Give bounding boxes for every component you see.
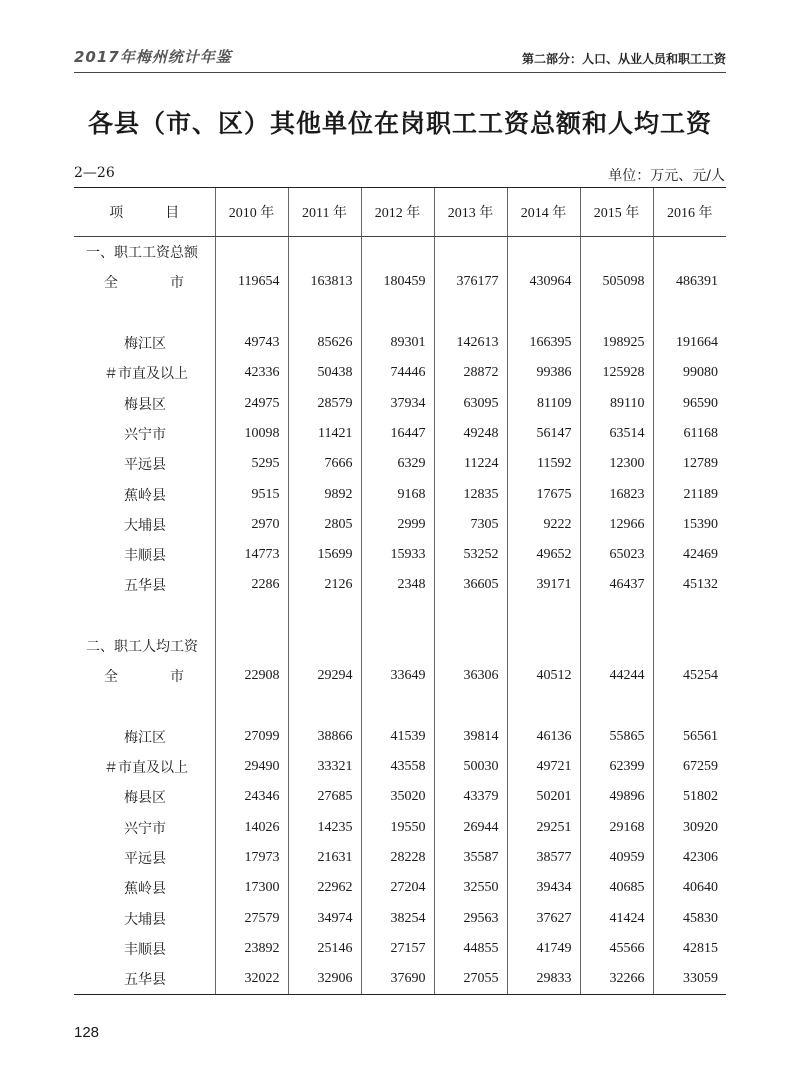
value-cell: 16447 bbox=[361, 419, 434, 449]
value-cell: 19550 bbox=[361, 813, 434, 843]
value-cell: 9892 bbox=[288, 479, 361, 509]
value-cell: 38254 bbox=[361, 904, 434, 934]
row-label: 梅县区 bbox=[124, 791, 166, 807]
value-cell: 36605 bbox=[434, 570, 507, 600]
value-cell: 89110 bbox=[580, 388, 653, 418]
value-cell: 67259 bbox=[653, 752, 726, 782]
year-header: 2010 年 bbox=[215, 188, 288, 237]
unit-label: 单位：万元、元/人 bbox=[608, 168, 725, 184]
value-cell: 22908 bbox=[215, 661, 288, 691]
total-label: 全 市 bbox=[104, 276, 184, 292]
value-cell: 17675 bbox=[507, 479, 580, 509]
value-cell: 142613 bbox=[434, 328, 507, 358]
table-row bbox=[74, 328, 726, 358]
value-cell: 486391 bbox=[653, 267, 726, 297]
value-cell: 29168 bbox=[580, 813, 653, 843]
value-cell: 17973 bbox=[215, 843, 288, 873]
value-cell: 50030 bbox=[434, 752, 507, 782]
value-cell: 23892 bbox=[215, 934, 288, 964]
total-row bbox=[74, 661, 726, 691]
row-label: 蕉岭县 bbox=[124, 488, 166, 504]
row-label: 梅江区 bbox=[124, 730, 166, 746]
table-row bbox=[74, 388, 726, 418]
value-cell: 41424 bbox=[580, 904, 653, 934]
value-cell: 166395 bbox=[507, 328, 580, 358]
value-cell: 56147 bbox=[507, 419, 580, 449]
value-cell: 40685 bbox=[580, 873, 653, 903]
table-row bbox=[74, 540, 726, 570]
table-row bbox=[74, 964, 726, 995]
value-cell: 9222 bbox=[507, 510, 580, 540]
row-label: 兴宁市 bbox=[124, 821, 166, 837]
value-cell: 11224 bbox=[434, 449, 507, 479]
value-cell: 21631 bbox=[288, 843, 361, 873]
value-cell: 14235 bbox=[288, 813, 361, 843]
value-cell: 44855 bbox=[434, 934, 507, 964]
value-cell: 37627 bbox=[507, 904, 580, 934]
value-cell: 2286 bbox=[215, 570, 288, 600]
value-cell: 53252 bbox=[434, 540, 507, 570]
value-cell: 24346 bbox=[215, 782, 288, 812]
spacer-row bbox=[74, 298, 726, 328]
value-cell: 27099 bbox=[215, 722, 288, 752]
value-cell: 15390 bbox=[653, 510, 726, 540]
row-label: 丰顺县 bbox=[124, 942, 166, 958]
value-cell: 61168 bbox=[653, 419, 726, 449]
value-cell: 180459 bbox=[361, 267, 434, 297]
wage-table bbox=[74, 187, 726, 995]
value-cell: 22962 bbox=[288, 873, 361, 903]
table-row bbox=[74, 449, 726, 479]
item-header: 项 目 bbox=[74, 188, 215, 237]
value-cell: 45566 bbox=[580, 934, 653, 964]
value-cell: 63095 bbox=[434, 388, 507, 418]
value-cell: 45132 bbox=[653, 570, 726, 600]
value-cell: 32022 bbox=[215, 964, 288, 995]
table-row bbox=[74, 570, 726, 600]
year-header: 2016 年 bbox=[653, 188, 726, 237]
total-row bbox=[74, 267, 726, 297]
value-cell: 49248 bbox=[434, 419, 507, 449]
year-header: 2015 年 bbox=[580, 188, 653, 237]
value-cell: 32906 bbox=[288, 964, 361, 995]
value-cell: 12966 bbox=[580, 510, 653, 540]
value-cell: 35587 bbox=[434, 843, 507, 873]
value-cell: 163813 bbox=[288, 267, 361, 297]
row-label: 大埔县 bbox=[124, 518, 166, 534]
table-row bbox=[74, 479, 726, 509]
value-cell: 33649 bbox=[361, 661, 434, 691]
value-cell: 7666 bbox=[288, 449, 361, 479]
header-row bbox=[74, 188, 726, 237]
value-cell: 32550 bbox=[434, 873, 507, 903]
table-number: 2—26 bbox=[74, 165, 115, 181]
value-cell: 27157 bbox=[361, 934, 434, 964]
value-cell: 39814 bbox=[434, 722, 507, 752]
row-label: 丰顺县 bbox=[124, 549, 166, 565]
value-cell: 74446 bbox=[361, 358, 434, 388]
value-cell: 41749 bbox=[507, 934, 580, 964]
value-cell: 45830 bbox=[653, 904, 726, 934]
value-cell: 40512 bbox=[507, 661, 580, 691]
value-cell: 35020 bbox=[361, 782, 434, 812]
value-cell: 39171 bbox=[507, 570, 580, 600]
value-cell: 96590 bbox=[653, 388, 726, 418]
value-cell: 119654 bbox=[215, 267, 288, 297]
value-cell: 41539 bbox=[361, 722, 434, 752]
year-header: 2013 年 bbox=[434, 188, 507, 237]
value-cell: 2970 bbox=[215, 510, 288, 540]
row-label: 梅江区 bbox=[124, 337, 166, 353]
row-label: 五华县 bbox=[124, 579, 166, 595]
row-label: 蕉岭县 bbox=[124, 882, 166, 898]
value-cell: 33059 bbox=[653, 964, 726, 995]
value-cell: 85626 bbox=[288, 328, 361, 358]
value-cell: 49721 bbox=[507, 752, 580, 782]
row-label: ＃市直及以上 bbox=[104, 367, 188, 383]
value-cell: 9515 bbox=[215, 479, 288, 509]
year-header: 2014 年 bbox=[507, 188, 580, 237]
value-cell: 38577 bbox=[507, 843, 580, 873]
value-cell: 12789 bbox=[653, 449, 726, 479]
value-cell: 45254 bbox=[653, 661, 726, 691]
section-label: 一、职工工资总额 bbox=[86, 246, 198, 262]
value-cell: 28228 bbox=[361, 843, 434, 873]
value-cell: 27204 bbox=[361, 873, 434, 903]
value-cell: 42469 bbox=[653, 540, 726, 570]
value-cell: 16823 bbox=[580, 479, 653, 509]
section-label: 二、职工人均工资 bbox=[86, 640, 198, 655]
value-cell: 40959 bbox=[580, 843, 653, 873]
header-rule bbox=[74, 72, 726, 73]
value-cell: 43558 bbox=[361, 752, 434, 782]
value-cell: 89301 bbox=[361, 328, 434, 358]
row-label: 五华县 bbox=[74, 964, 215, 995]
table-row bbox=[74, 722, 726, 752]
running-head bbox=[74, 44, 726, 70]
page-title: 各县（市、区）其他单位在岗职工工资总额和人均工资 bbox=[87, 109, 712, 138]
value-cell: 37690 bbox=[361, 964, 434, 995]
table-row bbox=[74, 510, 726, 540]
value-cell: 12835 bbox=[434, 479, 507, 509]
row-label: 兴宁市 bbox=[124, 427, 166, 443]
value-cell: 62399 bbox=[580, 752, 653, 782]
value-cell: 198925 bbox=[580, 328, 653, 358]
value-cell: 55865 bbox=[580, 722, 653, 752]
value-cell: 29833 bbox=[507, 964, 580, 995]
value-cell: 30920 bbox=[653, 813, 726, 843]
page-number: 128 bbox=[74, 1024, 100, 1041]
value-cell: 49896 bbox=[580, 782, 653, 812]
value-cell: 29490 bbox=[215, 752, 288, 782]
value-cell: 40640 bbox=[653, 873, 726, 903]
value-cell: 49743 bbox=[215, 328, 288, 358]
value-cell: 10098 bbox=[215, 419, 288, 449]
value-cell: 14026 bbox=[215, 813, 288, 843]
value-cell: 29563 bbox=[434, 904, 507, 934]
value-cell: 27685 bbox=[288, 782, 361, 812]
value-cell: 34974 bbox=[288, 904, 361, 934]
row-label: 平远县 bbox=[124, 458, 166, 474]
value-cell: 43379 bbox=[434, 782, 507, 812]
section-row bbox=[74, 631, 726, 661]
value-cell: 24975 bbox=[215, 388, 288, 418]
value-cell: 28872 bbox=[434, 358, 507, 388]
table-row bbox=[74, 358, 726, 388]
value-cell: 50438 bbox=[288, 358, 361, 388]
row-label: 平远县 bbox=[124, 852, 166, 868]
value-cell: 44244 bbox=[580, 661, 653, 691]
spacer-row bbox=[74, 691, 726, 721]
value-cell: 25146 bbox=[288, 934, 361, 964]
value-cell: 2348 bbox=[361, 570, 434, 600]
value-cell: 33321 bbox=[288, 752, 361, 782]
spacer-row bbox=[74, 601, 726, 631]
value-cell: 11592 bbox=[507, 449, 580, 479]
yearbook-title: 2017年梅州统计年鉴 bbox=[74, 48, 232, 66]
table-row bbox=[74, 813, 726, 843]
year-header: 2012 年 bbox=[361, 188, 434, 237]
value-cell: 2126 bbox=[288, 570, 361, 600]
table-row bbox=[74, 904, 726, 934]
value-cell: 42815 bbox=[653, 934, 726, 964]
table-row bbox=[74, 782, 726, 812]
value-cell: 99386 bbox=[507, 358, 580, 388]
table-row bbox=[74, 873, 726, 903]
row-label: ＃市直及以上 bbox=[104, 761, 188, 777]
total-label: 全 市 bbox=[104, 670, 184, 686]
value-cell: 56561 bbox=[653, 722, 726, 752]
value-cell: 65023 bbox=[580, 540, 653, 570]
value-cell: 7305 bbox=[434, 510, 507, 540]
value-cell: 5295 bbox=[215, 449, 288, 479]
value-cell: 99080 bbox=[653, 358, 726, 388]
table-row bbox=[74, 419, 726, 449]
value-cell: 15699 bbox=[288, 540, 361, 570]
section-title: 第二部分：人口、从业人员和职工工资 bbox=[521, 52, 726, 66]
row-label: 大埔县 bbox=[124, 912, 166, 928]
year-header: 2011 年 bbox=[288, 188, 361, 237]
value-cell: 430964 bbox=[507, 267, 580, 297]
table-row bbox=[74, 934, 726, 964]
value-cell: 27579 bbox=[215, 904, 288, 934]
value-cell: 27055 bbox=[434, 964, 507, 995]
value-cell: 191664 bbox=[653, 328, 726, 358]
value-cell: 17300 bbox=[215, 873, 288, 903]
value-cell: 42306 bbox=[653, 843, 726, 873]
value-cell: 11421 bbox=[288, 419, 361, 449]
value-cell: 15933 bbox=[361, 540, 434, 570]
value-cell: 125928 bbox=[580, 358, 653, 388]
value-cell: 42336 bbox=[215, 358, 288, 388]
value-cell: 505098 bbox=[580, 267, 653, 297]
value-cell: 39434 bbox=[507, 873, 580, 903]
value-cell: 14773 bbox=[215, 540, 288, 570]
table-row bbox=[74, 752, 726, 782]
value-cell: 2999 bbox=[361, 510, 434, 540]
section-row bbox=[74, 237, 726, 268]
value-cell: 6329 bbox=[361, 449, 434, 479]
value-cell: 81109 bbox=[507, 388, 580, 418]
value-cell: 51802 bbox=[653, 782, 726, 812]
value-cell: 12300 bbox=[580, 449, 653, 479]
value-cell: 38866 bbox=[288, 722, 361, 752]
value-cell: 9168 bbox=[361, 479, 434, 509]
value-cell: 21189 bbox=[653, 479, 726, 509]
value-cell: 26944 bbox=[434, 813, 507, 843]
value-cell: 2805 bbox=[288, 510, 361, 540]
value-cell: 49652 bbox=[507, 540, 580, 570]
value-cell: 46437 bbox=[580, 570, 653, 600]
value-cell: 36306 bbox=[434, 661, 507, 691]
value-cell: 46136 bbox=[507, 722, 580, 752]
row-label: 梅县区 bbox=[124, 397, 166, 413]
value-cell: 28579 bbox=[288, 388, 361, 418]
value-cell: 63514 bbox=[580, 419, 653, 449]
value-cell: 50201 bbox=[507, 782, 580, 812]
value-cell: 29251 bbox=[507, 813, 580, 843]
value-cell: 29294 bbox=[288, 661, 361, 691]
table-row bbox=[74, 843, 726, 873]
value-cell: 32266 bbox=[580, 964, 653, 995]
value-cell: 376177 bbox=[434, 267, 507, 297]
value-cell: 37934 bbox=[361, 388, 434, 418]
